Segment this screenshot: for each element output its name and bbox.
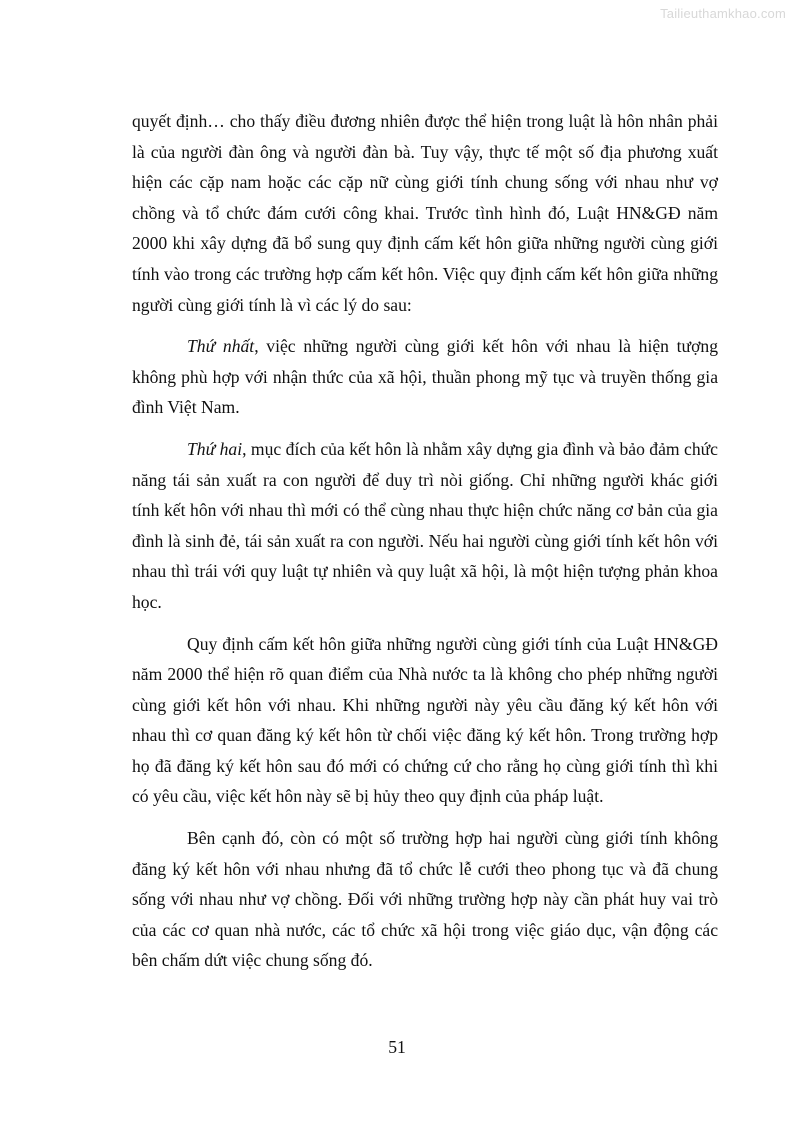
paragraph-2-lead: Thứ nhất <box>187 336 255 357</box>
paragraph-3 <box>132 434 718 618</box>
page-body <box>132 106 718 987</box>
paragraph-2-text: , việc những người cùng giới kết hôn với nhau là hiện tượng không phù hợp với nhận thức của xã hội, thuần phong mỹ tục và truyền thống gia đình Việt Nam. <box>132 336 718 418</box>
paragraph-3-text: , mục đích của kết hôn là nhằm xây dựng gia đình và bảo đảm chức năng tái sản xuất ra con người để duy trì nòi giống. Chỉ những người khác giới tính kết hôn với nhau thì mới có thể cùng nhau thực hiện chức năng cơ bản của gia đình là sinh đẻ, tái sản xuất ra con người. Nếu hai người cùng giới tính kết hôn với nhau thì trái với quy luật tự nhiên và quy luật xã hội, là một hiện tượng phản khoa học. <box>132 438 718 612</box>
paragraph-1: quyết định… cho thấy điều đương nhiên được thể hiện trong luật là hôn nhân phải là của người đàn ông và người đàn bà. Tuy vậy, thực tế một số địa phương xuất hiện các cặp nam hoặc các cặp nữ cùng giới tính chung sống với nhau như vợ chồng và tổ chức đám cưới công khai. Trước tình hình đó, Luật HN&GĐ năm 2000 khi xây dựng đã bổ sung quy định cấm kết hôn giữa những người cùng giới tính vào trong các trường hợp cấm kết hôn. Việc quy định cấm kết hôn giữa những người cùng giới tính là vì các lý do sau: <box>132 111 718 315</box>
watermark: Tailieuthamkhao.com <box>660 6 786 21</box>
paragraph-3-lead: Thứ hai <box>187 438 243 459</box>
paragraph-2 <box>132 331 718 423</box>
page-number: 51 <box>388 1037 406 1057</box>
paragraph-4: Quy định cấm kết hôn giữa những người cùng giới tính của Luật HN&GĐ năm 2000 thể hiện rõ quan điểm của Nhà nước ta là không cho phép những người cùng giới kết hôn với nhau. Khi những người này yêu cầu đăng ký kết hôn với nhau thì cơ quan đăng ký kết hôn từ chối việc đăng ký kết hôn. Trong trường hợp họ đã đăng ký kết hôn sau đó mới có chứng cứ cho rằng họ cùng giới tính thì khi có yêu cầu, việc kết hôn này sẽ bị hủy theo quy định của pháp luật. <box>132 633 718 807</box>
paragraph-5: Bên cạnh đó, còn có một số trường hợp hai người cùng giới tính không đăng ký kết hôn với nhau nhưng đã tổ chức lễ cưới theo phong tục và đã chung sống với nhau như vợ chồng. Đối với những trường hợp này cần phát huy vai trò của các cơ quan nhà nước, các tổ chức xã hội trong việc giáo dục, vận động các bên chấm dứt việc chung sống đó. <box>132 828 718 971</box>
